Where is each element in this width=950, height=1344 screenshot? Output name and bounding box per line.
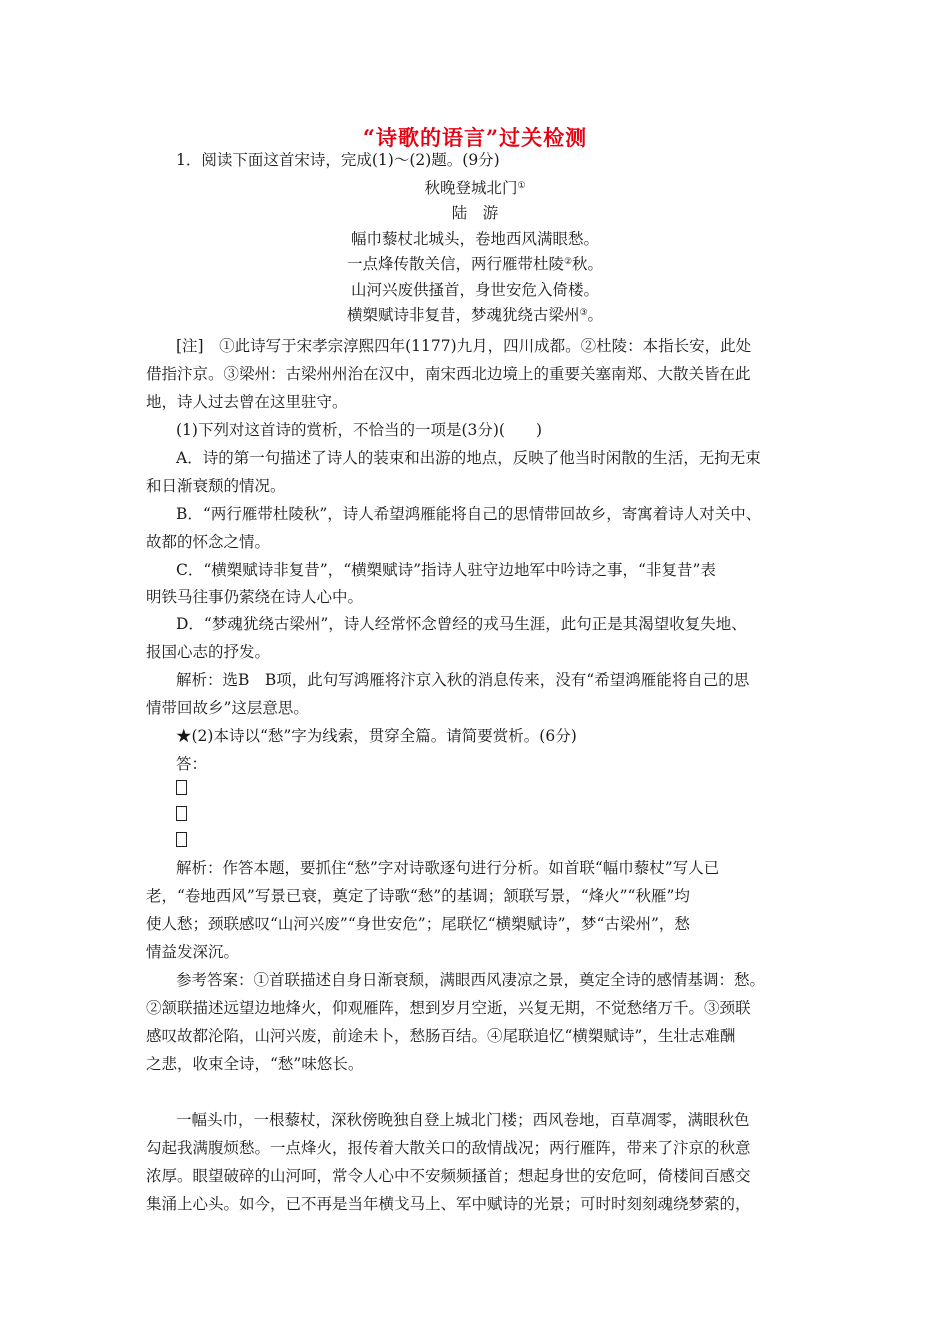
sub2-analysis: 解析：作答本题，要抓住“愁”字对诗歌逐句进行分析。如首联“幅巾藜杖”写人已: [176, 859, 720, 877]
translation-line: 集涌上心头。如今，已不再是当年横戈马上、军中赋诗的光景；可时时刻刻魂绕梦萦的，: [146, 1195, 751, 1213]
footnote-marker: ②: [563, 257, 573, 267]
poem-title: [0, 178, 950, 198]
option-d-cont: 报国心志的抒发。: [146, 643, 271, 661]
option-b-cont: 故都的怀念之情。: [146, 533, 271, 551]
sub-question-2-stem: ★(2)本诗以“愁”字为线索，贯穿全篇。请简要赏析。(6分): [176, 727, 577, 745]
footnote-marker: ③: [579, 308, 588, 318]
poem-line-2: [0, 254, 950, 274]
poem-line-4-end: 。: [587, 306, 604, 324]
reference-answer: 参考答案：①首联描述自身日渐衰颓，满眼西风凄凉之景，奠定全诗的感情基调：愁。: [176, 971, 766, 989]
note-line: [注] ①此诗写于宋孝宗淳熙四年(1177)九月，四川成都。②杜陵：本指长安，此处: [176, 337, 752, 355]
note-line: 地，诗人过去曾在这里驻守。: [146, 393, 348, 411]
poem-author: 陆 游: [451, 204, 499, 222]
sub2-analysis-cont: 老，“卷地西风”写景已衰，奠定了诗歌“愁”的基调；颔联写景，“烽火”“秋雁”均: [146, 887, 690, 905]
poem-line-2-text: 一点烽传散关信，两行雁带杜陵: [346, 255, 564, 273]
sub2-analysis-cont: 使人愁；颈联感叹“山河兴废”“身世安危”；尾联忆“横槊赋诗”，梦“古梁州”，愁: [146, 915, 690, 933]
option-c: C．“横槊赋诗非复昔”，“横槊赋诗”指诗人驻守边地军中吟诗之事，“非复昔”表: [176, 561, 716, 579]
question-1-stem: 1．阅读下面这首宋诗，完成(1)～(2)题。(9分): [176, 151, 500, 169]
option-a-cont: 和日渐衰颓的情况。: [146, 477, 286, 495]
answer-box: [176, 780, 187, 795]
note-line: 借指汴京。③梁州：古梁州州治在汉中，南宋西北边境上的重要关塞南郑、大散关皆在此: [146, 365, 751, 383]
answer-box: [176, 806, 187, 821]
option-d: D．“梦魂犹绕古梁州”，诗人经常怀念曾经的戎马生涯，此句正是其渴望收复失地、: [176, 615, 747, 633]
poem-line-2-end: 秋。: [572, 255, 604, 273]
answer-box: [176, 832, 187, 847]
option-b: B．“两行雁带杜陵秋”，诗人希望鸿雁能将自己的思情带回故乡，寄寓着诗人对关中、: [176, 505, 762, 523]
poem-title-text: 秋晚登城北门: [424, 179, 518, 197]
sub1-analysis: 解析：选B B项，此句写鸿雁将汴京入秋的消息传来，没有“希望鸿雁能将自己的思: [176, 671, 750, 689]
reference-answer-cont: 感叹故都沦陷，山河兴废，前途未卜，愁肠百结。④尾联追忆“横槊赋诗”，生壮志难酬: [146, 1027, 736, 1045]
answer-label: 答：: [176, 755, 208, 773]
reference-answer-cont: ②颔联描述远望边地烽火，仰观雁阵，想到岁月空逝，兴复无期，不觉愁绪万千。③颈联: [146, 999, 751, 1017]
sub2-analysis-cont: 情益发深沉。: [146, 943, 240, 961]
poem-line-1: 幅巾藜杖北城头，卷地西风满眼愁。: [350, 230, 599, 248]
option-c-cont: 明铁马往事仍萦绕在诗人心中。: [146, 588, 364, 606]
translation-line: 浓厚。眼望破碎的山河呵，常令人心中不安频频搔首；想起身世的安危呵，倚楼间百感交: [146, 1167, 751, 1185]
reference-answer-cont: 之悲，收束全诗，“愁”味悠长。: [146, 1055, 364, 1073]
poem-line-3: 山河兴废供搔首，身世安危入倚楼。: [350, 281, 599, 299]
translation-line: 一幅头巾，一根藜杖，深秋傍晚独自登上城北门楼；西风卷地，百草凋零，满眼秋色: [176, 1111, 750, 1129]
footnote-marker: ①: [517, 181, 526, 191]
option-a: A．诗的第一句描述了诗人的装束和出游的地点，反映了他当时闲散的生活，无拘无束: [176, 449, 761, 467]
poem-line-4: [0, 305, 950, 325]
page-title: “诗歌的语言”过关检测: [362, 125, 588, 150]
poem-line-4-text: 横槊赋诗非复昔，梦魂犹绕古梁州: [346, 306, 580, 324]
sub1-analysis-cont: 情带回故乡”这层意思。: [146, 699, 309, 717]
translation-line: 勾起我满腹烦愁。一点烽火，报传着大散关口的敌情战况；两行雁阵，带来了汴京的秋意: [146, 1139, 751, 1157]
sub-question-1-stem: (1)下列对这首诗的赏析，不恰当的一项是(3分)( ): [176, 421, 543, 439]
